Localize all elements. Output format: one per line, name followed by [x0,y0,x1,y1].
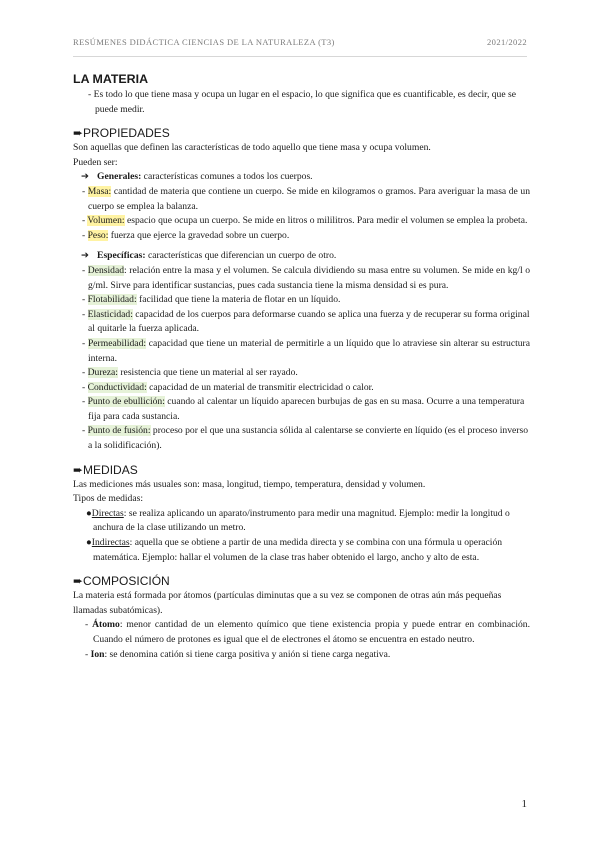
list-item: - Peso: fuerza que ejerce la gravedad sobre un cuerpo. [82,229,290,241]
term-conductividad: Conductividad: [87,381,147,393]
bullet-icon: ● [86,507,92,519]
list-item: - Elasticidad: capacidad de los cuerpos para deformarse cuando se aplica una fuerza y de recuperar su forma original al quitarle la fuerza aplicada. [82,308,530,335]
list-item: - Dureza: resistencia que tiene un material al ser rayado. [82,367,298,379]
term-volumen: Volumen: [87,215,125,227]
list-item: - Densidad: relación entre la masa y el volumen. Se calcula dividiendo su masa entre su volumen. Se mide en kg/l o g/ml. Sirve para identificar sustancias, pues cada sustancia tiene la misma densidad si es pura. [82,264,530,291]
list-item: - Punto de fusión: proceso por el que una sustancia sólida al calentarse se convierte en líquido (es el proceso inverso a la solidificación). [82,425,528,452]
term-definition: capacidad de los cuerpos para deformarse cuando se aplica una fuerza y de recuperar su forma original al quitarle la fuerza aplicada. [88,308,530,335]
term-peso: Peso: [87,229,109,241]
term-flotabilidad: Flotabilidad: [87,294,137,306]
section-title-medidas: ➨MEDIDAS [73,462,138,477]
term-fusion: Punto de fusión: [87,425,151,437]
document-body [73,71,530,662]
list-item: - Permeabilidad: capacidad que tiene un material de permitirle a un líquido que lo atraviese sin alterar su estructura interna. [82,337,530,364]
list-item: - Punto de ebullición: cuando al calentar un líquido aparecen burbujas de gas en su masa. Ocurre a una temperatura fija para cada sustancia. [82,396,525,422]
especificas-heading [81,249,530,264]
header-title: RESÚMENES DIDÁCTICA CIENCIAS DE LA NATURALEZA (T3) [73,37,335,47]
medidas-tipos: Tipos de medidas: [73,493,144,505]
list-item: - Volumen: espacio que ocupa un cuerpo. Se mide en litros o mililitros. Para medir el volumen se emplea la probeta. [82,215,528,227]
page-header [73,37,527,51]
term-definition: resistencia que tiene un material al ser rayado. [117,367,298,379]
term-elasticidad: Elasticidad: [87,308,133,320]
term-definition: fuerza que ejerce la gravedad sobre un cuerpo. [108,229,290,241]
term-directas: Directas [91,507,124,519]
header-year: 2021/2022 [487,37,527,47]
list-item: - Masa: cantidad de materia que contiene un cuerpo. Se mide en kilogramos o gramos. Para averiguar la masa de un cuerpo se emplea la balanza. [82,185,530,212]
propiedades-pueden: Pueden ser: [73,156,118,168]
arrow-icon: ➔ [81,171,90,183]
bullet-icon: ● [86,537,92,549]
term-dureza: Dureza: [87,367,118,379]
term-permeabilidad: Permeabilidad: [87,337,147,349]
materia-definition: - Es todo lo que tiene masa y ocupa un lugar en el espacio, lo que significa que es cuantificable, es decir, que se puede medir. [88,89,516,115]
term-densidad: Densidad [87,264,125,276]
term-ion: Ion [90,648,105,660]
term-definition: facilidad que tiene la materia de flotar en un líquido. [136,294,341,306]
term-definition: : relación entre la masa y el volumen. Se calcula dividiendo su masa entre su volumen. Se mide en kg/l o g/ml. Sirve para identificar sustancias, pues cada sustancia tiene la misma densidad si es pura. [88,264,530,291]
term-definition: cuando al calentar un líquido aparecen burbujas de gas en su masa. Ocurre a una temperatura fija para cada sustancia. [88,396,525,422]
list-item: - Átomo: menor cantidad de un elemento químico que tiene existencia propia y puede entrar en combinación. Cuando el número de protones es igual que el de electrones el átomo se encuentra en estado neutro. [85,619,531,645]
term-definition: capacidad de un material de transmitir electricidad o calor. [146,381,374,393]
medidas-intro: Las mediciones más usuales son: masa, longitud, tiempo, temperatura, densidad y volumen. [73,478,426,490]
section-title-materia: LA MATERIA [73,72,149,86]
term-ebullicion: Punto de ebullición: [87,396,165,408]
term-definition: : aquella que se obtiene a partir de una medida directa y se combina con una fórmula u operación matemática. Ejemplo: hallar el volumen de la clase tras haber obtenido el largo, ancho y alto de esta. [93,537,503,563]
header-divider [73,56,527,57]
generales-text: características comunes a todos los cuerpos. [141,171,313,183]
list-item: - Ion: se denomina catión si tiene carga positiva y anión si tiene carga negativa. [85,648,391,660]
propiedades-intro: Son aquellas que definen las características de todo aquello que tiene masa y ocupa volumen. [73,142,431,154]
composicion-intro: La materia está formada por átomos (partículas diminutas que a su vez se componen de otras aún más pequeñas llamadas subatómicas). [73,590,502,616]
term-definition: proceso por el que una sustancia sólida al calentarse se convierte en líquido (es el proceso inverso a la solidificación). [88,425,528,452]
term-definition: capacidad que tiene un material de permitirle a un líquido que lo atraviese sin alterar su estructura interna. [88,337,530,364]
list-item [73,536,530,565]
term-definition: : se realiza aplicando un aparato/instrumento para medir una magnitud. Ejemplo: medir la longitud o anchura de la clase utilizando un metro. [93,507,510,534]
especificas-label: Específicas: [97,250,146,262]
list-item: - Flotabilidad: facilidad que tiene la materia de flotar en un líquido. [82,294,341,306]
term-atomo: Átomo [92,619,120,631]
page-number: 1 [521,798,527,810]
list-item [73,507,530,536]
generales-label: Generales: [97,171,142,183]
term-definition: : se denomina catión si tiene carga positiva y anión si tiene carga negativa. [104,648,391,660]
term-definition: cantidad de materia que contiene un cuerpo. Se mide en kilogramos o gramos. Para averiguar la masa de un cuerpo se emplea la balanza. [88,185,530,212]
list-item: - Conductividad: capacidad de un material de transmitir electricidad o calor. [82,381,374,393]
section-title-composicion: ➨COMPOSICIÓN [73,574,170,589]
generales-heading [81,170,530,185]
term-indirectas: Indirectas [91,537,130,549]
especificas-text: características que diferencian un cuerpo de otro. [145,250,337,262]
section-title-propiedades: ➨PROPIEDADES [73,126,170,141]
term-definition: : menor cantidad de un elemento químico que tiene existencia propia y puede entrar en combinación. Cuando el número de protones es igual que el de electrones el átomo se encuentra en estado neutro. [93,619,531,645]
arrow-icon: ➔ [81,250,90,262]
term-definition: espacio que ocupa un cuerpo. Se mide en litros o mililitros. Para medir el volumen se emplea la probeta. [124,215,528,227]
term-masa: Masa: [87,185,112,197]
